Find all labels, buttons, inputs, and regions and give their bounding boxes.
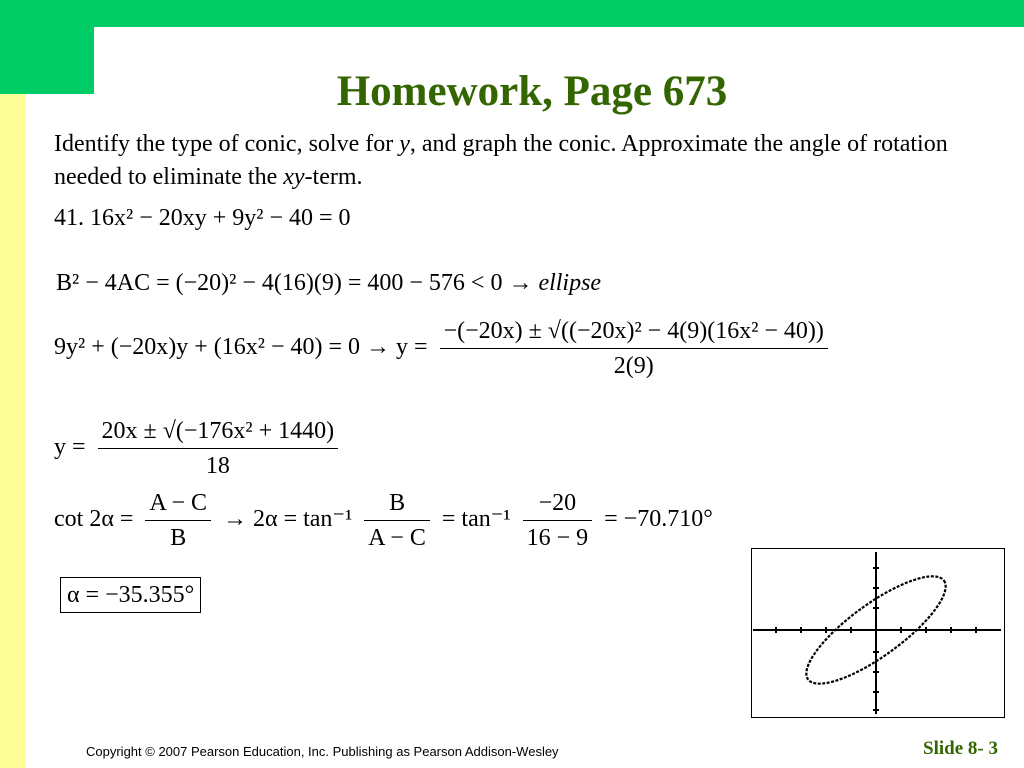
solution-line (54, 416, 344, 481)
instructions (54, 128, 974, 194)
solution-numerator: 20x ± √(−176x² + 1440) (98, 416, 339, 449)
quadratic-equation: 9y² + (−20x)y + (16x² − 40) = 0 → y = (54, 334, 428, 361)
instructions-part-3: -term. (304, 164, 363, 190)
instructions-var-xy: xy (283, 164, 305, 190)
rotation-fraction-1-denominator: B (170, 525, 187, 551)
solution-denominator: 18 (205, 453, 230, 479)
top-accent-bar (0, 0, 1024, 27)
rotation-line (54, 488, 713, 553)
rotation-fraction-3 (523, 488, 593, 553)
rotation-fraction-1 (145, 488, 211, 553)
slide-title: Homework, Page 673 (336, 68, 728, 115)
quadratic-formula-fraction (440, 316, 828, 381)
discriminant-lhs: B² − 4AC (56, 270, 151, 296)
quadratic-denominator: 2(9) (613, 353, 654, 379)
instructions-part-1: Identify the type of conic, solve for (54, 131, 400, 157)
instructions-var-y: y (399, 131, 410, 157)
slide-number: Slide 8- 3 (923, 738, 998, 759)
final-answer-box: α = −35.355° (60, 577, 201, 613)
instructions-part-2: , and graph the conic. Approximate the angle of rotation needed to eliminate the (54, 131, 948, 190)
rotation-lhs: cot 2α = (54, 506, 134, 533)
copyright-footer: Copyright © 2007 Pearson Education, Inc. Publishing as Pearson Addison-Wesley (86, 744, 559, 759)
left-accent-bar (0, 27, 26, 768)
rotation-fraction-1-numerator: A − C (145, 488, 211, 521)
rotation-mid-1: → 2α = tan⁻¹ (223, 506, 353, 533)
problem-line (54, 203, 351, 233)
calculator-graph (751, 548, 1005, 718)
quadratic-line (54, 316, 834, 381)
rotation-fraction-3-numerator: −20 (523, 488, 593, 521)
problem-number: 41. (54, 205, 84, 231)
conic-type: ellipse (538, 270, 602, 296)
rotation-fraction-2-numerator: B (364, 488, 430, 521)
problem-equation: 16x² − 20xy + 9y² − 40 = 0 (90, 205, 351, 231)
quadratic-numerator: −(−20x) ± √((−20x)² − 4(9)(16x² − 40)) (440, 316, 828, 349)
discriminant-line (56, 268, 601, 298)
rotation-result: = −70.710° (604, 506, 713, 533)
solution-lhs: y = (54, 434, 86, 461)
rotation-fraction-2 (364, 488, 430, 553)
discriminant-rhs: = (−20)² − 4(16)(9) = 400 − 576 < 0 → (156, 270, 533, 296)
rotation-mid-2: = tan⁻¹ (441, 506, 511, 533)
solution-fraction (98, 416, 339, 481)
rotation-fraction-2-denominator: A − C (368, 525, 426, 551)
rotation-fraction-3-denominator: 16 − 9 (526, 525, 589, 551)
